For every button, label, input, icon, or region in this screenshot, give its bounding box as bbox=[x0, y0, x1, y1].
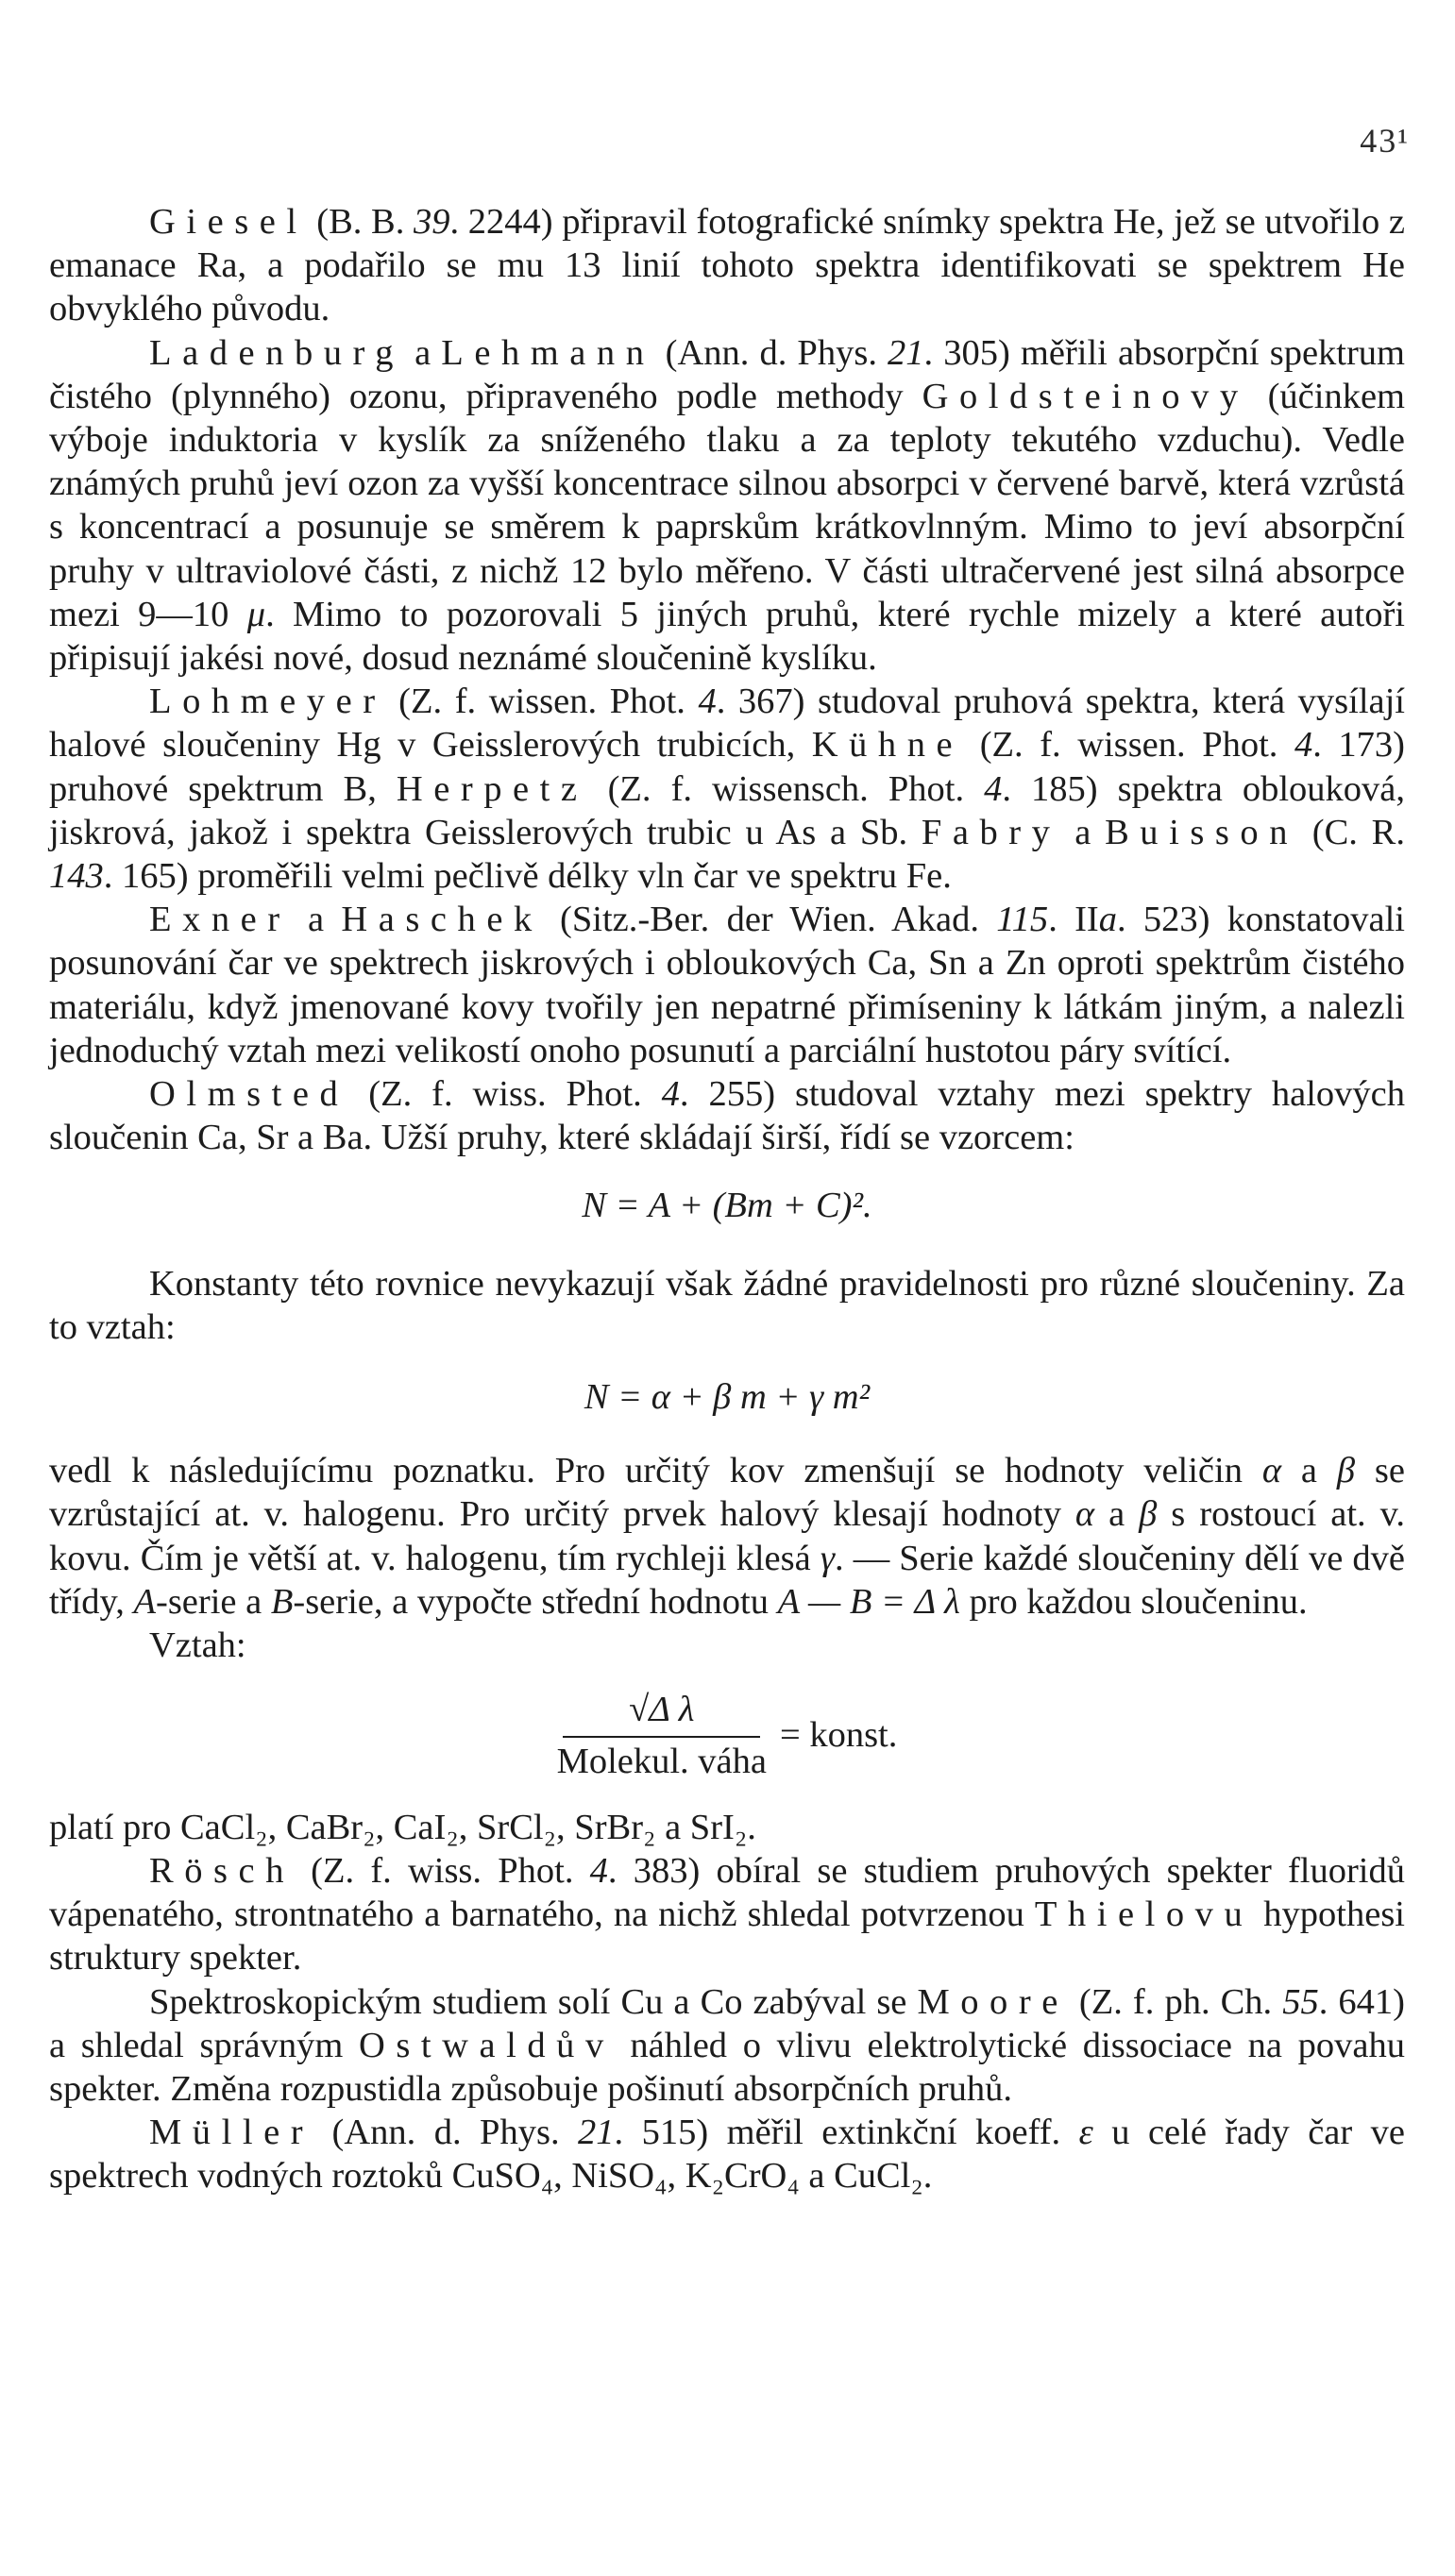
volume-number: 115 bbox=[996, 900, 1049, 940]
volume-number: 4 bbox=[661, 1074, 680, 1115]
symbol-alpha: α bbox=[1261, 1451, 1282, 1491]
paragraph-olmsted: Olmsted (Z. f. wiss. Phot. 4. 255) studoval vztahy mezi spektry halových sloučenin Ca, Sr a Ba. Užší pruhy, které skládají širší, řídí se vzorcem: bbox=[49, 1074, 1405, 1158]
author-name: Rösch bbox=[149, 1850, 295, 1891]
fraction-numerator: √Δ λ bbox=[563, 1688, 760, 1737]
paragraph-giesel: Giesel (B. B. 39. 2244) připravil fotografické snímky spektra He, jež se utvořilo z emanace Ra, a podařilo se mu 13 linií tohoto spektra identifikovati se spektrem He obvyklého původu. bbox=[49, 202, 1405, 329]
paragraph-konstanty: Konstanty této rovnice nevykazují však žádné pravidelnosti pro různé sloučeniny. Za to vztah: bbox=[49, 1263, 1405, 1347]
difference-expression: A — B = Δ λ bbox=[777, 1581, 960, 1622]
symbol-beta: β bbox=[1139, 1494, 1158, 1535]
paragraph-lohmeyer: Lohmeyer (Z. f. wissen. Phot. 4. 367) studoval pruhová spektra, která vysílají halové sloučeniny Hg v Geisslerových trubicích, Kühne (Z. f. wissen. Phot. 4. 173) pruhové spektrum B, Herpetz (Z. f. wissensch. Phot. 4. 185) spektra oblouková, jiskrová, jakož i spektra Geisslerových trubic u As a Sb. Fabry a Buisson (C. R. 143. 165) proměřili velmi pečlivě délky vln čar ve spektru Fe. bbox=[49, 682, 1405, 897]
author-name: Lohmeyer bbox=[149, 682, 386, 722]
series-a-label: A bbox=[133, 1581, 156, 1622]
volume-number: 55 bbox=[1282, 1981, 1319, 2022]
volume-number: 21 bbox=[578, 2113, 615, 2153]
author-name: Haschek bbox=[341, 900, 543, 940]
author-name: Thielovu bbox=[1034, 1894, 1254, 1935]
author-name: Fabry bbox=[921, 812, 1061, 852]
author-name: Exner bbox=[149, 900, 291, 940]
volume-part: a bbox=[1098, 900, 1117, 940]
author-name: Buisson bbox=[1105, 812, 1299, 852]
author-name: Herpetz bbox=[396, 768, 588, 809]
paragraph-exner: Exner a Haschek (Sitz.-Ber. der Wien. Akad. 115. IIa. 523) konstatovali posunování čar ve spektrech jiskrových i obloukových Ca, Sn a Zn oproti spektrům čistého materiálu, když jmenované kovy tvořily jen nepatrné přimíseniny k látkám jiným, a nalezli jednoduchý vztah mezi velikostí onoho posunutí a parciální hustotou páry svítící. bbox=[49, 900, 1405, 1070]
author-name: Moore bbox=[917, 1981, 1069, 2022]
author-name: Goldsteinovy bbox=[922, 376, 1249, 416]
symbol-mu: μ bbox=[246, 594, 266, 634]
author-name: Lehmann bbox=[441, 332, 655, 373]
fraction bbox=[557, 1688, 767, 1782]
fraction-denominator: Molekul. váha bbox=[556, 1741, 767, 1781]
paragraph-poznatek: vedl k následujícímu poznatku. Pro určitý kov zmenšují se hodnoty veličin α a β se vzrůstající at. v. halogenu. Pro určitý prvek halový klesají hodnoty α a β s rostoucí at. v. kovu. Čím je větší at. v. halogenu, tím rychleji klesá γ. — Serie každé sloučeniny dělí ve dvě třídy, A-serie a B-serie, a vypočte střední hodnotu A — B = Δ λ pro každou sloučeninu. bbox=[49, 1451, 1405, 1622]
author-name: Olmsted bbox=[149, 1074, 349, 1115]
symbol-beta: β bbox=[1336, 1451, 1356, 1491]
volume-number: 39 bbox=[414, 202, 450, 242]
paragraph-ladenburg: Ladenburg a Lehmann (Ann. d. Phys. 21. 305) měřili absorpční spektrum čistého (plynného) ozonu, připraveného podle methody Goldsteinovy (účinkem výboje induktoria v kyslík za sníženého tlaku a za teploty tekutého vzduchu). Vedle známých pruhů jeví ozon za vyšší koncentrace silnou absorpci v červené barvě, která vzrůstá s koncentrací a posunuje se směrem k paprskům krátkovlnným. Mimo to jeví absorpční pruhy v ultraviolové části, z nichž 12 bylo měřeno. V části ultračervené jest silná absorpce mezi 9—10 μ. Mimo to pozorovali 5 jiných pruhů, které rychle mizely a které autoři připisují jakési nové, dosud neznámé sloučenině kyslíku. bbox=[49, 332, 1406, 679]
paragraph-muller: Müller (Ann. d. Phys. 21. 515) měřil extinkční koeff. ε u celé řady čar ve spektrech vodných roztoků CuSO₄, NiSO₄, K₂CrO₄ a CuCl₂. bbox=[49, 2113, 1405, 2197]
paragraph-rosch: Rösch (Z. f. wiss. Phot. 4. 383) obíral se studiem pruhových spekter fluoridů vápenatého, strontnatého a barnatého, na nichž shledal potvrzenou Thielovu hypothesi struktury spekter. bbox=[49, 1850, 1405, 1978]
volume-number: 4 bbox=[698, 682, 717, 722]
series-b-label: B bbox=[270, 1581, 294, 1622]
symbol-gamma: γ bbox=[820, 1538, 835, 1578]
paragraph-moore: Spektroskopickým studiem solí Cu a Co zabýval se Moore (Z. f. ph. Ch. 55. 641) a shledal správným Ostwaldův náhled o vlivu elektrolytické dissociace na povahu spekter. Změna rozpustidla způsobuje pošinutí absorpčních pruhů. bbox=[49, 1981, 1405, 2109]
fraction-rhs: = konst. bbox=[779, 1715, 898, 1756]
formula-olmsted: N = A + (Bm + C)². bbox=[582, 1186, 872, 1226]
formula-greek: N = α + β m + γ m² bbox=[584, 1377, 871, 1418]
page-number: 43¹ bbox=[1360, 122, 1410, 160]
formula-fraction bbox=[49, 1688, 1405, 1782]
body-text bbox=[49, 200, 1405, 2198]
volume-number: 21 bbox=[888, 332, 924, 373]
author-name: Müller bbox=[149, 2113, 314, 2153]
author-name: Kühne bbox=[811, 725, 964, 766]
volume-number: 4 bbox=[589, 1850, 608, 1891]
paragraph-vztah: Vztah: bbox=[149, 1625, 246, 1666]
author-name: Giesel bbox=[149, 202, 308, 242]
author-name: Ostwaldův bbox=[358, 2025, 615, 2065]
volume-number: 143 bbox=[49, 856, 104, 897]
symbol-epsilon: ε bbox=[1078, 2113, 1093, 2153]
author-name: Ladenburg bbox=[149, 332, 405, 373]
volume-number: 4 bbox=[1294, 725, 1313, 766]
symbol-alpha: α bbox=[1074, 1494, 1095, 1535]
volume-number: 4 bbox=[984, 768, 1003, 809]
paragraph-plati: platí pro CaCl₂, CaBr₂, CaI₂, SrCl₂, SrBr₂ a SrI₂. bbox=[49, 1807, 756, 1847]
